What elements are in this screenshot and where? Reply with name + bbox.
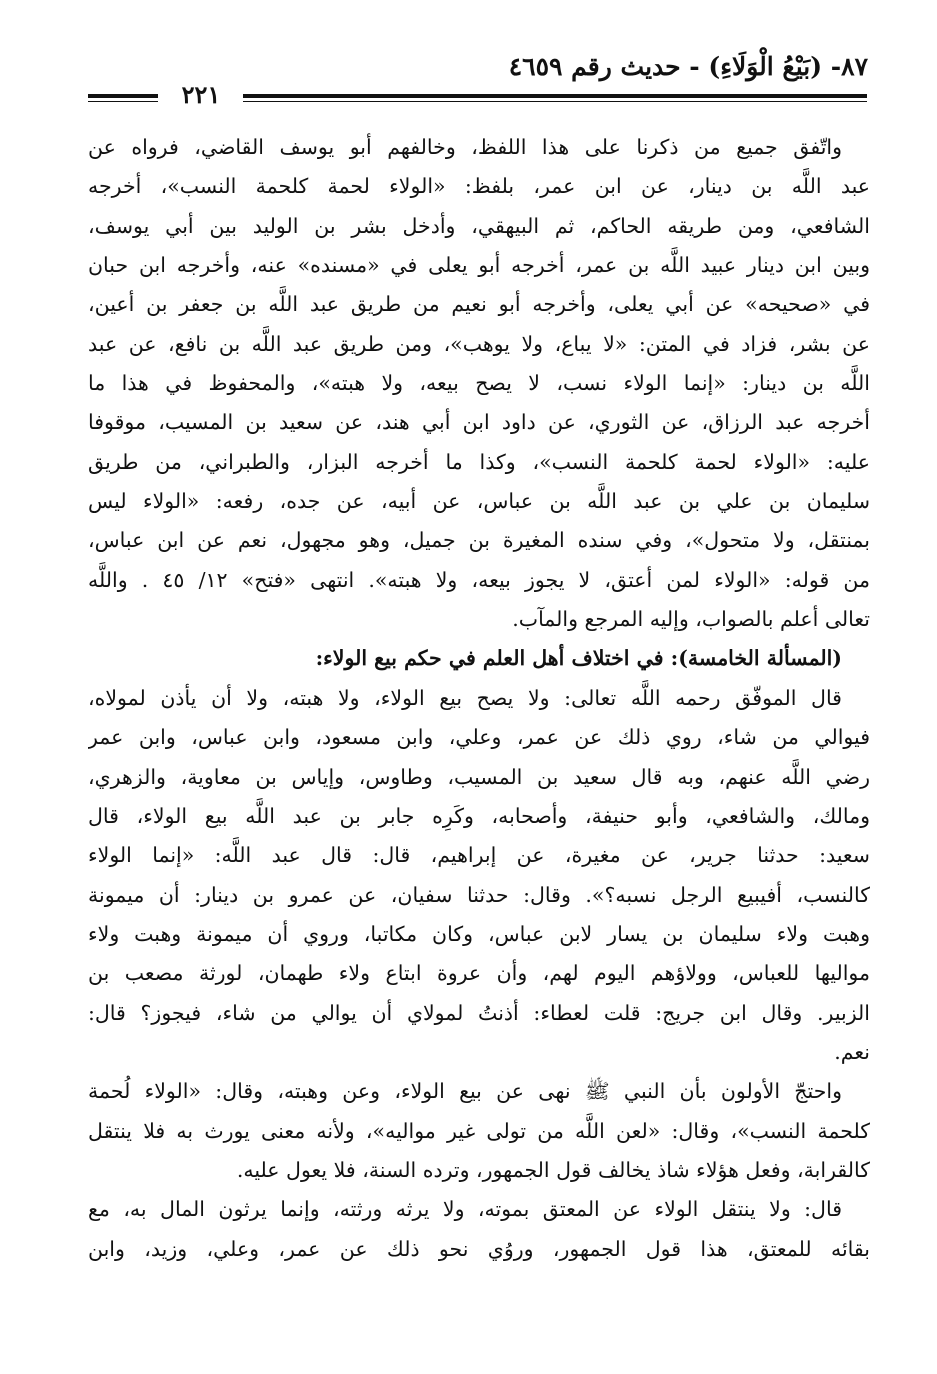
text-line: اللَّه بن دينار: «إنما الولاء نسب، لا يصح بيعه، ولا هبته»، والمحفوظ في هذا ما	[88, 371, 870, 396]
text-line: واتّفق جميع من ذكرنا على هذا اللفظ، وخالفهم أبو يوسف القاضي، فرواه عن	[88, 135, 842, 159]
text-line: عبد اللَّه بن دينار، عن ابن عمر، بلفظ: «الولاء لحمة كلحمة النسب»، أخرجه	[88, 174, 870, 199]
header-rule-short	[88, 94, 158, 102]
text-line: نعم.	[834, 1039, 870, 1064]
text-line: عليه: «الولاء لحمة كلحمة النسب»، وكذا ما أخرجه البزار، والطبراني، من طريق	[88, 449, 870, 474]
text-line: كالقرابة، وفعل هؤلاء شاذ يخالف قول الجمهور، وترده السنة، فلا يعول عليه.	[236, 1157, 870, 1182]
running-title: ٨٧- (بَيْعُ الْوَلَاءِ) - حديث رقم ٤٦٥٩	[508, 52, 868, 81]
text-line: بقائه للمعتق، هذا قول الجمهور، وروُي نحو ذلك عن عمر، وعلي، وزيد، وابن	[88, 1236, 870, 1261]
text-line: كالنسب، أفيبيع الرجل نسبه؟». وقال: حدثنا سفيان، عن عمرو بن دينار: أن ميمونة	[88, 882, 870, 907]
text-line: الزبير. وقال ابن جريج: قلت لعطاء: أذنتُ لمولاي أن يوالي من شاء، فيجوز؟ قال:	[88, 1000, 870, 1025]
text-line: بمنتقل، ولا متحول»، وفي سنده المغيرة بن جميل، وهو مجهول، نعم عن ابن عباس،	[88, 528, 870, 553]
text-line: عن بشر، فزاد في المتن: «لا يباع، ولا يوهب»، ومن طريق عبد اللَّه بن نافع، عن عبد	[88, 331, 870, 356]
text-line: ومالك، والشافعي، وأبو حنيفة، وأصحابه، وكَرِه جابر بن عبد اللَّه بيع الولاء، قال	[88, 803, 870, 828]
text-line: سعيد: حدثنا جرير، عن مغيرة، عن إبراهيم، قال: قال عبد اللَّه: «إنما الولاء	[88, 843, 870, 868]
body-text	[88, 128, 870, 1269]
text-line: قال: ولا ينتقل الولاء عن المعتق بموته، ولا يرثه ورثته، وإنما يرثون المال به، مع	[88, 1197, 842, 1222]
text-line: تعالى أعلم بالصواب، وإليه المرجع والمآب.	[512, 607, 870, 632]
text-line: وهبت ولاء سليمان بن يسار لابن عباس، وكان مكاتبا، وروي أن ميمونة وهبت ولاء	[88, 921, 870, 946]
text-line: مواليها للعباس، وولاؤهم اليوم لهم، وأن عروة ابتاع ولاء طهمان، لورثة مصعب بن	[88, 961, 870, 986]
text-line: وبين ابن دينار عبيد اللَّه بن عمر، أخرجه أبو يعلى في «مسنده» عنه، وأخرجه ابن حبان	[88, 253, 870, 278]
text-line: واحتجّ الأولون بأن النبي ﷺ نهى عن بيع الولاء، وعن وهبته، وقال: «الولاء لُحمة	[88, 1079, 842, 1104]
section-heading: (المسألة الخامسة): في اختلاف أهل العلم في حكم بيع الولاء:	[315, 646, 842, 671]
text-line: رضي اللَّه عنهم، وبه قال سعيد بن المسيب، وطاوس، وإياس بن معاوية، والزهري،	[88, 764, 870, 789]
text-line: في «صحيحه» عن أبي يعلى، وأخرجه أبو نعيم من طريق عبد اللَّه بن جعفر بن أعين،	[88, 292, 870, 317]
text-line: أخرجه عبد الرزاق، عن الثوري، عن داود ابن أبي هند، عن سعيد بن المسيب، موقوفا	[88, 410, 870, 435]
text-line: فيوالي من شاء، روي ذلك عن عمر، وعلي، وابن مسعود، وابن عباس، وابن عمر	[88, 725, 870, 750]
header-rule-long	[243, 94, 867, 102]
text-line: كلحمة النسب»، وقال: «لعن اللَّه من تولى غير مواليه»، ولأنه معنى يورث به فلا ينتقل	[88, 1118, 870, 1143]
text-line: قال الموفّق رحمه اللَّه تعالى: ولا يصح بيع الولاء، ولا هبته، ولا أن يأذن لمولاه،	[88, 685, 842, 710]
text-line: من قوله: «الولاء لمن أعتق، لا يجوز بيعه، ولا هبته». انتهى «فتح» ١٢/ ٤٥ . واللَّه	[88, 567, 870, 592]
text-line: سليمان بن علي بن عبد اللَّه بن عباس، عن أبيه، عن جده، رفعه: «الولاء ليس	[88, 489, 870, 514]
page-number: ٢٢١	[181, 80, 221, 109]
text-line: الشافعي، ومن طريقه الحاكم، ثم البيهقي، وأدخل بشر بن الوليد بين أبي يوسف،	[88, 213, 870, 238]
